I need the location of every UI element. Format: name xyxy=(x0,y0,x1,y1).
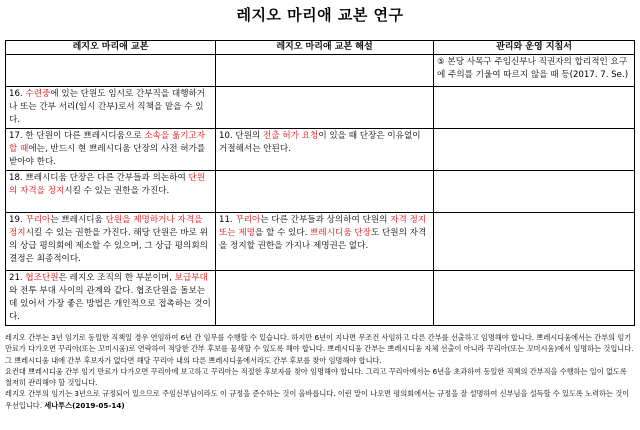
cell-guide xyxy=(434,271,635,326)
highlight-text: 쁘레시디움 단장 xyxy=(310,228,371,238)
highlight-text: 보급부대 xyxy=(174,273,208,283)
highlight-text: 수련중 xyxy=(25,89,51,99)
signature: 세나투스(2019-05-14) xyxy=(44,400,125,410)
page-title: 레지오 마리애 교본 연구 xyxy=(236,6,404,24)
highlight-text: 꾸리아 xyxy=(235,215,261,225)
table-row xyxy=(6,55,635,87)
cell-commentary xyxy=(216,271,434,326)
note-paragraph: 요컨대 쁘레시디움 간부 임기 만료가 다가오면 꾸리아에 보고하고 꾸리아는 적절한 후보자를 찾아 임명해야 합니다. 그리고 꾸리아에서는 6년을 초과하여 동일한 직책의 간부직을 수행하는 일이 없도록 철저히 관리해야 할 것입니다. xyxy=(5,366,627,388)
cell-text: 는 쁘레시디움 xyxy=(50,215,106,225)
cell-guide xyxy=(434,213,635,271)
cell-text: ⑤ 본당 사목구 주임신부나 직권자의 합리적인 요구에 주의를 기울여 따르지 않을 때 등(2017. 7. Se.) xyxy=(437,57,629,80)
table-row xyxy=(6,87,635,129)
cell-text: 21. xyxy=(9,273,26,283)
cell-text: 에는, 반드시 현 쁘레시디움 단장의 사전 허가를 받아야 한다. xyxy=(9,144,206,167)
cell-manual xyxy=(6,271,216,326)
cell-commentary xyxy=(216,213,434,271)
note-paragraph: 레지오 간부는 3년 임기로 동일한 직책일 경우 연임하여 6년 간 임무를 수행할 수 있습니다. 하지만 6년이 지나면 무조건 사임하고 다른 간부를 선출하고 임명해야 합니다. 쁘레시디움에서는 간부의 임기 만료가 다가오면 꾸리아(또는 꼬미시움)로 연락하여 적당한 간부 후보를 물색할 수 있도록 해야 합니다. 쁘레시디움 간부는 쁘레시디움 자체 선출이 아니라 꾸리아(또는 꼬미시움)에서 임명하는 것입니다. 그 쁘레시디움 내에 간부 후보자가 없다면 해당 꾸리아 내의 다른 쁘레시디움에서라도 간부 후보를 찾아 임명해야 합니다. xyxy=(5,333,634,365)
note-text: 레지오 간부의 임기는 3년으로 규정되어 있으므로 주임신부님이라도 이 규정을 준수하는 것이 올바릅니다. 이런 말이 나오면 평의회에서는 규정을 잘 설명하여 신부님을 설득할 수 있도록 노력하는 것이 우선입니다. xyxy=(5,389,630,410)
header-commentary: 레지오 마리애 교본 해설 xyxy=(216,41,434,55)
cell-commentary xyxy=(216,171,434,213)
cell-text: 19. xyxy=(9,215,26,225)
study-table xyxy=(5,40,635,326)
highlight-text: 단원의 자격을 정지 xyxy=(9,173,206,196)
cell-guide xyxy=(434,87,635,129)
cell-manual xyxy=(6,87,216,129)
highlight-text: 협조단원 xyxy=(25,273,59,283)
cell-commentary xyxy=(216,55,434,87)
cell-text: 시킬 수 있는 권한을 가진다. xyxy=(64,186,170,196)
cell-text: 18. 쁘레시디움 단장은 다른 간부들과 의논하여 xyxy=(9,173,189,183)
cell-text: 17. 한 단원이 다른 쁘레시디움으로 xyxy=(9,131,145,141)
cell-text: 은 레지오 조직의 한 부분이며, xyxy=(58,273,175,283)
cell-manual xyxy=(6,129,216,171)
highlight-text: 꾸리아 xyxy=(25,215,51,225)
cell-text: 10. 단원의 xyxy=(219,131,264,141)
cell-guide xyxy=(434,55,635,87)
cell-text: 시킬 수 있는 권한을 가진다. 해당 단원은 바로 위의 상급 평의회에 제소할 수 있으며, 그 상급 평의회의 결정은 최종적이다. xyxy=(9,228,208,264)
cell-text: 와 전투 부대 사이의 관계와 같다. 협조단원을 돌보는 데 있어서 가장 좋은 방법은 개인적으로 접촉하는 것이다. xyxy=(9,286,211,322)
cell-manual xyxy=(6,55,216,87)
cell-text: 는 다른 간부들과 상의하여 단원의 xyxy=(260,215,391,225)
cell-guide xyxy=(434,171,635,213)
table-row xyxy=(6,129,635,171)
header-manual: 레지오 마리애 교본 xyxy=(6,41,216,55)
highlight-text: 소속을 옮기고자 할 때 xyxy=(9,131,206,154)
highlight-text: 전출 허가 요청 xyxy=(263,131,319,141)
cell-text: 이 있을 때 단장은 이유없이 거절해서는 안된다. xyxy=(219,131,421,154)
cell-text: 도 단원의 자격을 정지할 권한을 가지나 제명권은 없다. xyxy=(219,228,427,251)
notes-section xyxy=(5,332,634,411)
cell-text: 을 할 수 있다. xyxy=(254,228,311,238)
cell-text: 11. xyxy=(219,215,236,225)
cell-commentary xyxy=(216,129,434,171)
table-row xyxy=(6,271,635,326)
cell-manual xyxy=(6,171,216,213)
table-row xyxy=(6,213,635,271)
cell-text: 16. xyxy=(9,89,26,99)
highlight-text: 단원을 제명하거나 자격을 정지 xyxy=(9,215,203,238)
cell-manual xyxy=(6,213,216,271)
cell-commentary xyxy=(216,87,434,129)
header-guide: 관리와 운영 지침서 xyxy=(434,41,635,55)
cell-guide xyxy=(434,129,635,171)
note-paragraph xyxy=(5,388,634,411)
cell-text: 에 있는 단원도 임시로 간부직을 대행하거나 또는 간부 서리(임시 간부)로서 직책을 맡을 수 있다. xyxy=(9,89,206,125)
table-row xyxy=(6,171,635,213)
highlight-text: 자격 정지 또는 제명 xyxy=(219,215,427,238)
table-header-row xyxy=(6,41,635,55)
